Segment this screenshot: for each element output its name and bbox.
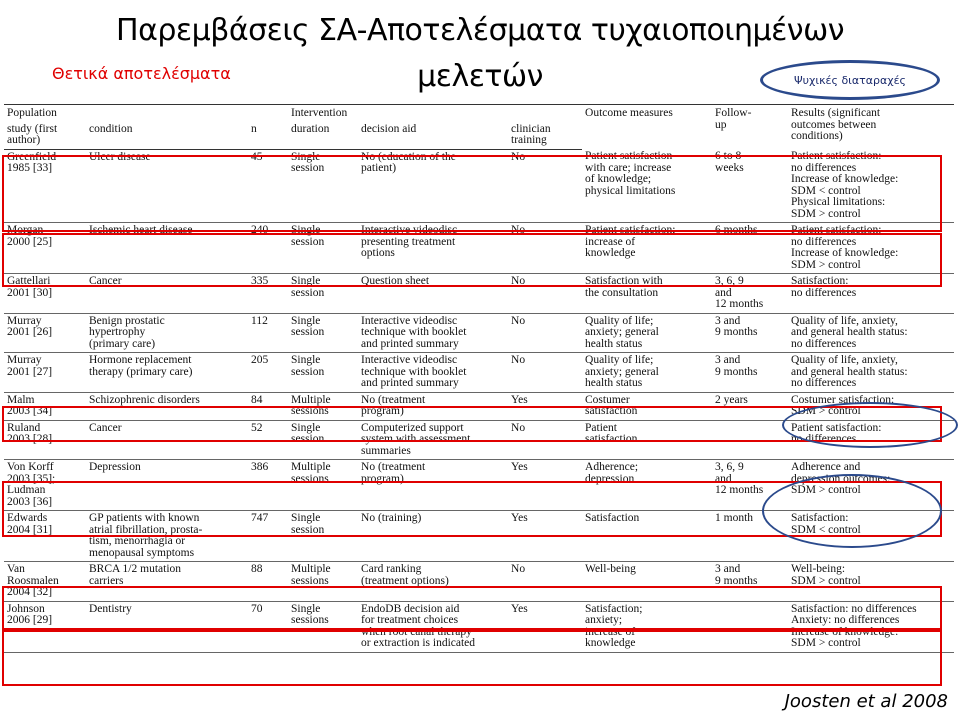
table-row xyxy=(4,601,954,652)
cell-n: 205 xyxy=(248,353,288,393)
table-row xyxy=(4,353,954,393)
cell-n: 240 xyxy=(248,223,288,274)
cell-outcome: Quality of life; anxiety; general health status xyxy=(582,313,712,353)
cell-results: Quality of life, anxiety, and general health status: no differences xyxy=(788,313,954,353)
cell-results: Adherence and depression outcomes: SDM > control xyxy=(788,460,954,511)
cell-condition: Ulcer disease xyxy=(86,149,248,223)
table-group-header-row xyxy=(4,105,954,122)
header-follow-up: Follow- up xyxy=(712,105,788,150)
cell-aid: No (training) xyxy=(358,511,508,562)
cell-follow: 3 and 9 months xyxy=(712,313,788,353)
cell-duration: Single session xyxy=(288,313,358,353)
studies-table xyxy=(4,104,954,653)
cell-training: Yes xyxy=(508,460,582,511)
cell-condition: GP patients with known atrial fibrillation, prosta- tism, menorrhagia or menopausal symptoms xyxy=(86,511,248,562)
slide-title-line2: μελετών xyxy=(417,59,543,94)
cell-aid: Interactive videodisc technique with booklet and printed summary xyxy=(358,313,508,353)
cell-n: 112 xyxy=(248,313,288,353)
cell-n: 747 xyxy=(248,511,288,562)
cell-duration: Single session xyxy=(288,353,358,393)
cell-outcome: Patient satisfaction with care; increase of knowledge; physical limitations xyxy=(582,149,712,223)
table-row xyxy=(4,460,954,511)
cell-aid: Interactive videodisc presenting treatment options xyxy=(358,223,508,274)
table-row xyxy=(4,149,954,223)
cell-training: No xyxy=(508,313,582,353)
header-study: study (first author) xyxy=(4,122,86,150)
cell-study: Johnson 2006 [29] xyxy=(4,601,86,652)
cell-follow: 6 to 8 weeks xyxy=(712,149,788,223)
cell-n: 84 xyxy=(248,392,288,420)
header-clinician-training: clinician training xyxy=(508,122,582,150)
header-condition: condition xyxy=(86,122,248,150)
cell-aid: No (treatment program) xyxy=(358,460,508,511)
slide-title-line1: Παρεμβάσεις ΣΑ-Αποτελέσματα τυχαιοποιημένων xyxy=(116,13,844,48)
cell-follow: 3, 6, 9 and 12 months xyxy=(712,460,788,511)
cell-training: No xyxy=(508,274,582,314)
cell-training: No xyxy=(508,420,582,460)
cell-condition: BRCA 1/2 mutation carriers xyxy=(86,562,248,602)
cell-follow: 2 years xyxy=(712,392,788,420)
cell-results: Satisfaction: no differences Anxiety: no differences Increase of knowledge: SDM > control xyxy=(788,601,954,652)
cell-training: Yes xyxy=(508,511,582,562)
cell-outcome: Adherence; depression xyxy=(582,460,712,511)
cell-follow: 3 and 9 months xyxy=(712,562,788,602)
positive-results-label: Θετικά αποτελέσματα xyxy=(52,64,231,83)
cell-results: Patient satisfaction: no differences Increase of knowledge: SDM < control Physical limitations: SDM > control xyxy=(788,149,954,223)
header-n: n xyxy=(248,122,288,150)
cell-n: 335 xyxy=(248,274,288,314)
cell-condition: Schizophrenic disorders xyxy=(86,392,248,420)
cell-outcome: Costumer satisfaction xyxy=(582,392,712,420)
cell-results: Patient satisfaction: no differences xyxy=(788,420,954,460)
cell-aid: No (education of the patient) xyxy=(358,149,508,223)
cell-study: Gattellari 2001 [30] xyxy=(4,274,86,314)
cell-duration: Single session xyxy=(288,420,358,460)
table-row xyxy=(4,223,954,274)
cell-n: 386 xyxy=(248,460,288,511)
header-population: Population xyxy=(4,105,288,122)
cell-duration: Multiple sessions xyxy=(288,562,358,602)
cell-duration: Multiple sessions xyxy=(288,460,358,511)
cell-outcome: Patient satisfaction; increase of knowledge xyxy=(582,223,712,274)
header-intervention: Intervention xyxy=(288,105,582,122)
cell-aid: No (treatment program) xyxy=(358,392,508,420)
cell-aid: Computerized support system with assessment summaries xyxy=(358,420,508,460)
cell-duration: Single sessions xyxy=(288,601,358,652)
table-row xyxy=(4,562,954,602)
cell-study: Von Korff 2003 [35]; Ludman 2003 [36] xyxy=(4,460,86,511)
header-duration: duration xyxy=(288,122,358,150)
table-row xyxy=(4,511,954,562)
cell-results: Costumer satisfaction: SDM > control xyxy=(788,392,954,420)
cell-results: Satisfaction: SDM < control xyxy=(788,511,954,562)
cell-results: Well-being: SDM > control xyxy=(788,562,954,602)
cell-outcome: Quality of life; anxiety; general health status xyxy=(582,353,712,393)
table-row xyxy=(4,313,954,353)
cell-condition: Cancer xyxy=(86,274,248,314)
cell-n: 88 xyxy=(248,562,288,602)
cell-condition: Ischemic heart disease xyxy=(86,223,248,274)
cell-n: 45 xyxy=(248,149,288,223)
cell-training: Yes xyxy=(508,392,582,420)
cell-outcome: Satisfaction; anxiety; increase of knowledge xyxy=(582,601,712,652)
cell-training: No xyxy=(508,562,582,602)
cell-follow: 1 month xyxy=(712,511,788,562)
cell-follow xyxy=(712,420,788,460)
cell-follow: 6 months xyxy=(712,223,788,274)
cell-training: Yes xyxy=(508,601,582,652)
cell-follow: 3 and 9 months xyxy=(712,353,788,393)
cell-duration: Single session xyxy=(288,149,358,223)
citation: Joosten et al 2008 xyxy=(784,691,948,712)
cell-duration: Single session xyxy=(288,223,358,274)
header-outcome-measures: Outcome measures xyxy=(582,105,712,150)
cell-results: Quality of life, anxiety, and general health status: no differences xyxy=(788,353,954,393)
cell-study: Malm 2003 [34] xyxy=(4,392,86,420)
cell-study: Murray 2001 [26] xyxy=(4,313,86,353)
cell-study: Murray 2001 [27] xyxy=(4,353,86,393)
cell-training: No xyxy=(508,149,582,223)
cell-aid: Card ranking (treatment options) xyxy=(358,562,508,602)
header-results: Results (significant outcomes between conditions) xyxy=(788,105,954,150)
table-row xyxy=(4,274,954,314)
cell-study: Greenfield 1985 [33] xyxy=(4,149,86,223)
cell-training: No xyxy=(508,353,582,393)
cell-duration: Single session xyxy=(288,274,358,314)
cell-outcome: Satisfaction with the consultation xyxy=(582,274,712,314)
cell-study: Edwards 2004 [31] xyxy=(4,511,86,562)
cell-duration: Multiple sessions xyxy=(288,392,358,420)
cell-condition: Cancer xyxy=(86,420,248,460)
cell-condition: Depression xyxy=(86,460,248,511)
cell-results: Satisfaction: no differences xyxy=(788,274,954,314)
cell-study: Morgan 2000 [25] xyxy=(4,223,86,274)
cell-n: 52 xyxy=(248,420,288,460)
header-decision-aid: decision aid xyxy=(358,122,508,150)
cell-follow: 3, 6, 9 and 12 months xyxy=(712,274,788,314)
table-row xyxy=(4,420,954,460)
cell-condition: Hormone replacement therapy (primary care) xyxy=(86,353,248,393)
cell-outcome: Patient satisfaction xyxy=(582,420,712,460)
cell-follow xyxy=(712,601,788,652)
cell-training: No xyxy=(508,223,582,274)
cell-results: Patient satisfaction: no differences Increase of knowledge: SDM > control xyxy=(788,223,954,274)
cell-duration: Single session xyxy=(288,511,358,562)
mental-disorders-badge: Ψυχικές διαταραχές xyxy=(760,60,940,100)
cell-aid: Question sheet xyxy=(358,274,508,314)
cell-study: Van Roosmalen 2004 [32] xyxy=(4,562,86,602)
cell-condition: Dentistry xyxy=(86,601,248,652)
cell-n: 70 xyxy=(248,601,288,652)
cell-outcome: Satisfaction xyxy=(582,511,712,562)
cell-study: Ruland 2003 [28] xyxy=(4,420,86,460)
cell-condition: Benign prostatic hypertrophy (primary care) xyxy=(86,313,248,353)
cell-outcome: Well-being xyxy=(582,562,712,602)
cell-aid: Interactive videodisc technique with booklet and printed summary xyxy=(358,353,508,393)
table-row xyxy=(4,392,954,420)
cell-aid: EndoDB decision aid for treatment choices when root canal therapy or extraction is indicated xyxy=(358,601,508,652)
